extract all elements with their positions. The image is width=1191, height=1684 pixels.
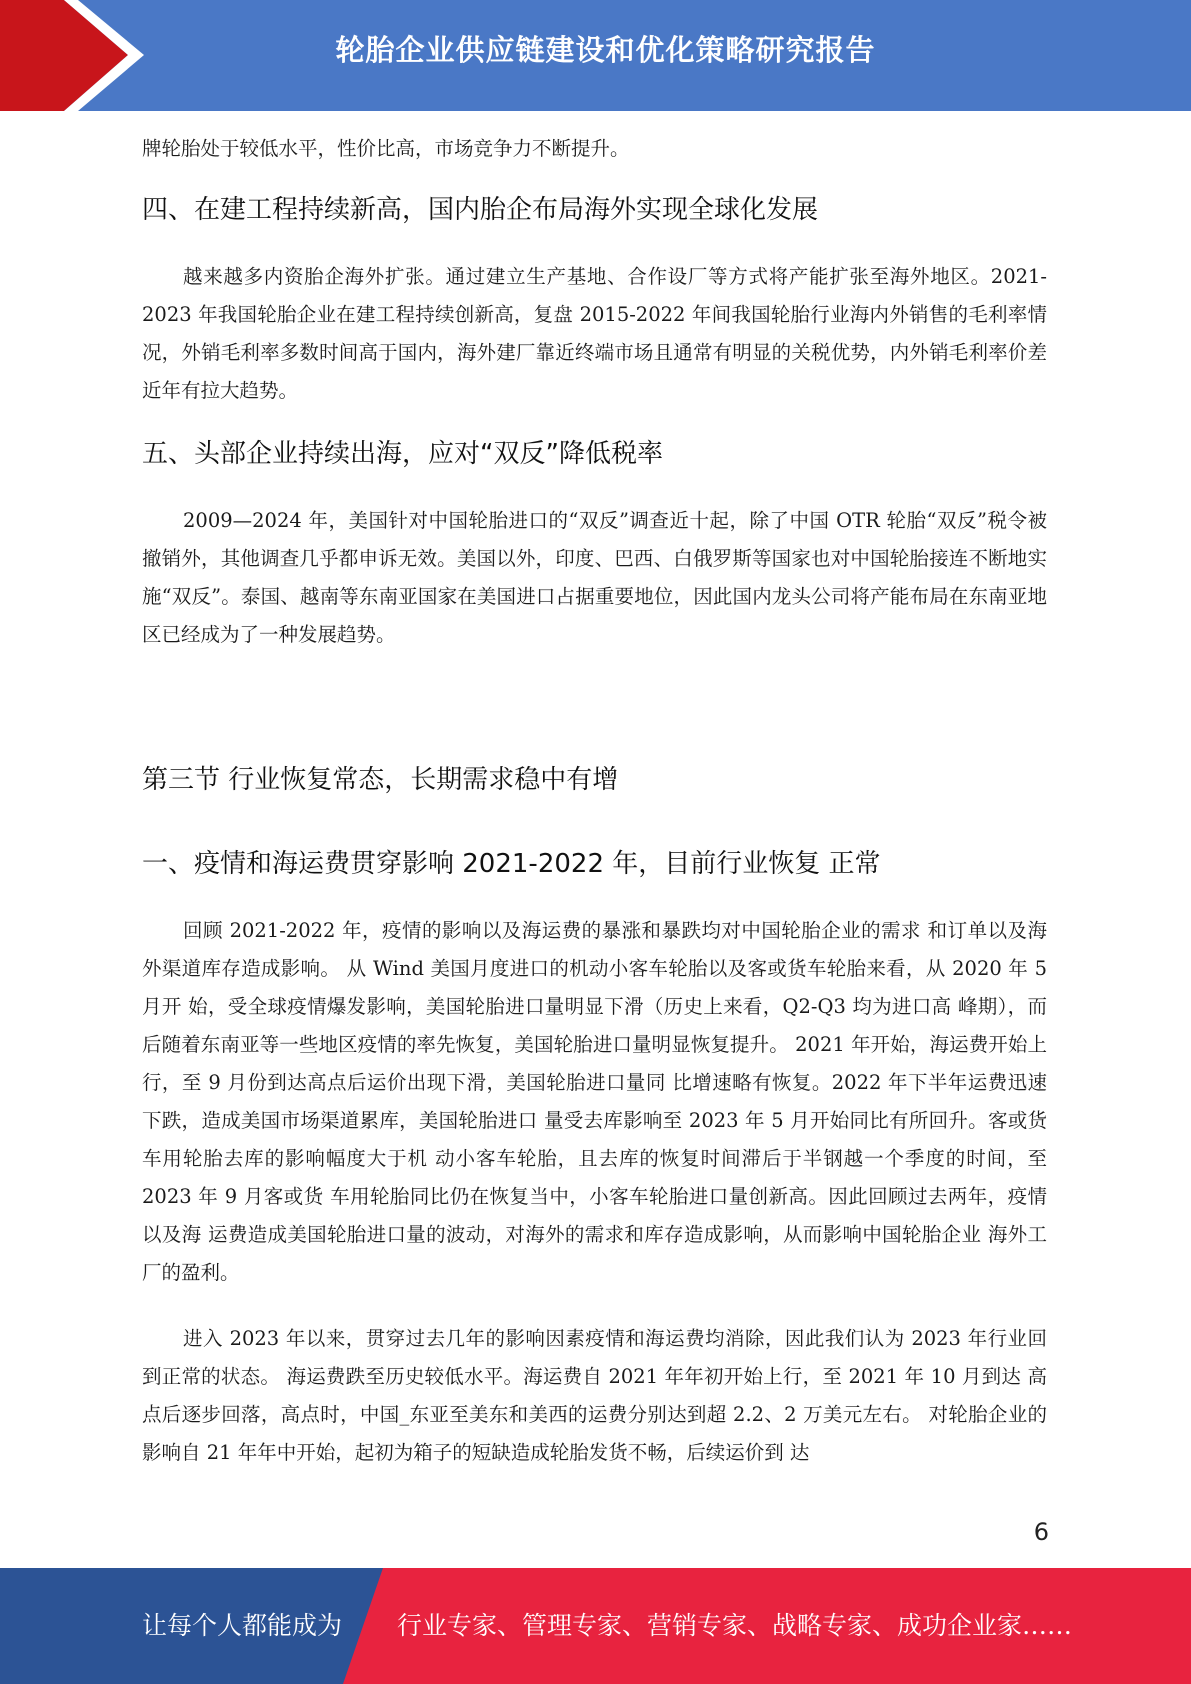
footer-slogan-left: 让每个人都能成为	[142, 1611, 343, 1640]
paragraph-anti-dumping: 2009—2024 年，美国针对中国轮胎进口的“双反”调查近十起，除了中国 OTR 轮胎“双反”税令被撤销外，其他调查几乎都申诉无效。美国以外，印度、巴西、白俄罗斯等国家也对中国轮胎接连不断地实施“双反”。泰国、越南等东南亚国家在美国进口占据重要地位，因此国内龙头公司将产能布局在东南亚地区已经成为了一种发展趋势。	[142, 509, 1047, 646]
heading-section-one: 一、疫情和海运费贯穿影响 2021-2022 年，目前行业恢复 正常	[142, 849, 881, 879]
report-title: 轮胎企业供应链建设和优化策略研究报告	[335, 33, 876, 67]
footer-slogan-right: 行业专家、管理专家、营销专家、战略专家、成功企业家……	[397, 1611, 1073, 1640]
heading-section-five: 五、头部企业持续出海，应对“双反”降低税率	[142, 439, 663, 469]
paragraph-continuation: 牌轮胎处于较低水平，性价比高，市场竞争力不断提升。	[142, 137, 630, 160]
chapter-section-title: 第三节 行业恢复常态，长期需求稳中有增	[142, 765, 619, 795]
main-content	[142, 130, 1047, 1472]
heading-section-four: 四、在建工程持续新高，国内胎企布局海外实现全球化发展	[142, 195, 819, 225]
paragraph-pandemic-freight: 回顾 2021-2022 年，疫情的影响以及海运费的暴涨和暴跌均对中国轮胎企业的需求 和订单以及海外渠道库存造成影响。 从 Wind 美国月度进口的机动小客车轮胎以及客或货车轮胎来看，从 2020 年 5 月开 始，受全球疫情爆发影响，美国轮胎进口量明显下滑（历史上来看，Q2-Q3 均为进口高 峰期），而后随着东南亚等一些地区疫情的率先恢复，美国轮胎进口量明显恢复提升。 2021 年开始，海运费开始上行，至 9 月份到达高点后运价出现下滑，美国轮胎进口量同 比增速略有恢复。2022 年下半年运费迅速下跌，造成美国市场渠道累库，美国轮胎进口 量受去库影响至 2023 年 5 月开始同比有所回升。客或货车用轮胎去库的影响幅度大于机 动小客车轮胎，且去库的恢复时间滞后于半钢越一个季度的时间，至 2023 年 9 月客或货 车用轮胎同比仍在恢复当中，小客车轮胎进口量创新高。因此回顾过去两年，疫情以及海 运费造成美国轮胎进口量的波动，对海外的需求和库存造成影响，从而影响中国轮胎企业 海外工厂的盈利。	[142, 919, 1047, 1284]
paragraph-normalization: 进入 2023 年以来，贯穿过去几年的影响因素疫情和海运费均消除，因此我们认为 2023 年行业回到正常的状态。 海运费跌至历史较低水平。海运费自 2021 年年初开始上行，至 2021 年 10 月到达 高点后逐步回落，高点时，中国_东亚至美东和美西的运费分别达到超 2.2、2 万美元左右。 对轮胎企业的影响自 21 年年中开始，起初为箱子的短缺造成轮胎发货不畅，后续运价到 达	[142, 1327, 1047, 1464]
page-header	[0, 0, 1191, 111]
page-number: 6	[1033, 1518, 1049, 1546]
paragraph-overseas-expansion: 越来越多内资胎企海外扩张。通过建立生产基地、合作设厂等方式将产能扩张至海外地区。2021-2023 年我国轮胎企业在建工程持续创新高，复盘 2015-2022 年间我国轮胎行业海内外销售的毛利率情况，外销毛利率多数时间高于国内，海外建厂靠近终端市场且通常有明显的关税优势，内外销毛利率价差近年有拉大趋势。	[142, 265, 1047, 402]
page-footer	[0, 1568, 1191, 1684]
